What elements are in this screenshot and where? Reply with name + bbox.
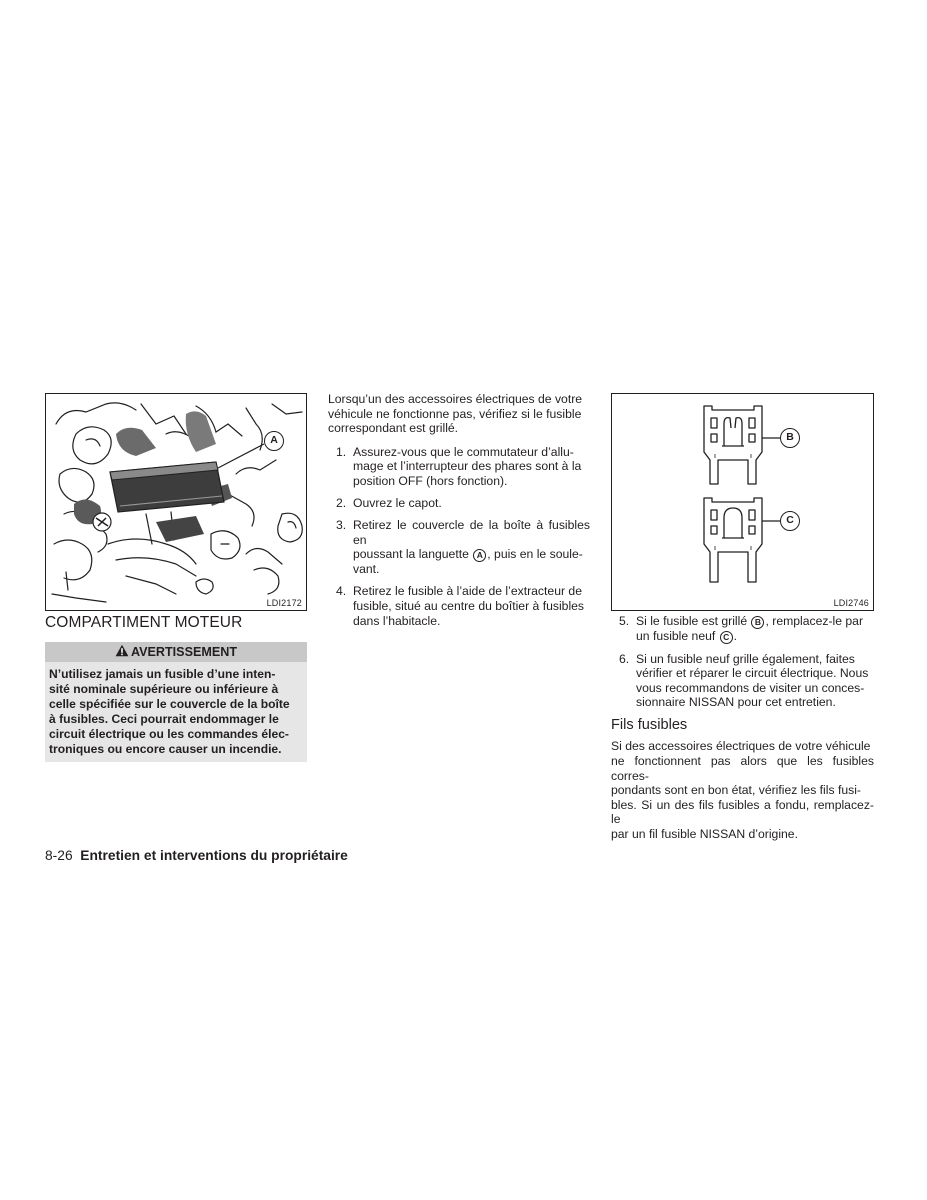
step-text: Si le fusible est grillé (636, 614, 751, 628)
fuse-illustration (612, 394, 873, 610)
engine-compartment-figure (45, 393, 307, 611)
warning-line: circuit électrique ou les commandes élec- (49, 726, 289, 741)
warning-line: à fusibles. Ceci pourrait endommager le (49, 711, 279, 726)
step-line: Retirez le couvercle de la boîte à fusibles en (353, 518, 590, 547)
step-line: Ouvrez le capot. (353, 496, 442, 511)
step-text: poussant la languette (353, 547, 473, 562)
subsection-title: Fils fusibles (611, 716, 688, 733)
step-number: 3. (336, 518, 347, 533)
callout-a-label: A (270, 434, 278, 446)
step-line: dans l’habitacle. (353, 613, 441, 628)
right-column (611, 614, 874, 842)
step-item (328, 496, 590, 511)
step-number: 4. (336, 584, 347, 599)
intro-paragraph (328, 392, 590, 436)
callout-c-label: C (786, 514, 794, 526)
callout-c-inline: C (720, 631, 733, 644)
warning-line: troniques ou encore causer un incendie. (49, 741, 282, 756)
para-line: Si des accessoires électriques de votre véhicule (611, 739, 871, 754)
step-line (353, 547, 590, 562)
warning-text (45, 662, 307, 762)
intro-line: Lorsqu’un des accessoires électriques de votre (328, 392, 583, 406)
para-line: pondants sont en bon état, vérifiez les fils fusi- (611, 783, 861, 798)
steps-list (328, 445, 590, 628)
step-line: sionnaire NISSAN pour cet entretien. (636, 695, 836, 710)
step-number: 6. (619, 651, 630, 666)
intro-line: véhicule ne fonctionne pas, vérifiez si le fusible (328, 406, 582, 421)
step-text: un fusible neuf (636, 629, 719, 643)
page-footer (45, 848, 348, 863)
callout-a-marker (264, 431, 284, 451)
warning-line: sité nominale supérieure ou inférieure à (49, 681, 279, 696)
callout-b-inline: B (751, 616, 764, 629)
callout-c-marker (780, 511, 800, 531)
engine-compartment-illustration (46, 394, 306, 610)
page-number: 8-26 (45, 848, 73, 863)
step-number: 1. (336, 444, 347, 459)
step-number: 2. (336, 496, 347, 511)
figure-left-code: LDI2172 (266, 598, 302, 608)
steps-list-continued (611, 614, 874, 710)
step-line: Assurez-vous que le commutateur d’allu- (353, 444, 574, 459)
callout-b-label: B (786, 431, 794, 443)
step-line: fusible, situé au centre du boîtier à fusibles (353, 599, 585, 614)
warning-title: AVERTISSEMENT (130, 645, 238, 659)
para-line: bles. Si un des fils fusibles a fondu, remplacez-le (611, 797, 874, 827)
step-text: , remplacez-le par (765, 614, 864, 628)
warning-box (45, 642, 307, 762)
warning-line: N’utilisez jamais un fusible d’une inten- (49, 667, 276, 681)
chapter-title: Entretien et interventions du propriétaire (80, 848, 348, 863)
fuse-figure (611, 393, 874, 611)
step-item (328, 584, 590, 628)
para-line: par un fil fusible NISSAN d’origine. (611, 827, 798, 842)
step-line: vérifier et réparer le circuit électrique. Nous (636, 666, 869, 681)
step-number: 5. (619, 614, 630, 628)
step-text: . (733, 629, 738, 643)
step-item (328, 518, 590, 577)
figure-right-code: LDI2746 (833, 598, 869, 608)
fusible-links-paragraph (611, 739, 874, 841)
callout-b-marker (780, 428, 800, 448)
step-item (328, 445, 590, 489)
step-line (636, 629, 874, 644)
step-line: vant. (353, 562, 380, 577)
step-line (636, 614, 874, 629)
middle-column (328, 392, 590, 636)
step-line: mage et l’interrupteur des phares sont à la (353, 459, 582, 474)
callout-a-inline: A (473, 549, 486, 562)
step-line: position OFF (hors fonction). (353, 473, 508, 488)
step-line: Si un fusible neuf grille également, faites (636, 651, 855, 666)
warning-header (45, 642, 307, 662)
step-item (611, 614, 874, 644)
intro-line: correspondant est grillé. (328, 421, 459, 436)
warning-triangle-icon (115, 644, 129, 657)
step-item (611, 652, 874, 710)
section-title: COMPARTIMENT MOTEUR (45, 614, 243, 631)
step-text: , puis en le soule- (487, 547, 583, 562)
para-line: ne fonctionnent pas alors que les fusibles corres- (611, 754, 874, 783)
step-line: Retirez le fusible à l’aide de l’extracteur de (353, 584, 582, 599)
step-line: vous recommandons de visiter un conces- (636, 680, 865, 695)
warning-line: celle spécifiée sur le couvercle de la boîte (49, 696, 290, 711)
